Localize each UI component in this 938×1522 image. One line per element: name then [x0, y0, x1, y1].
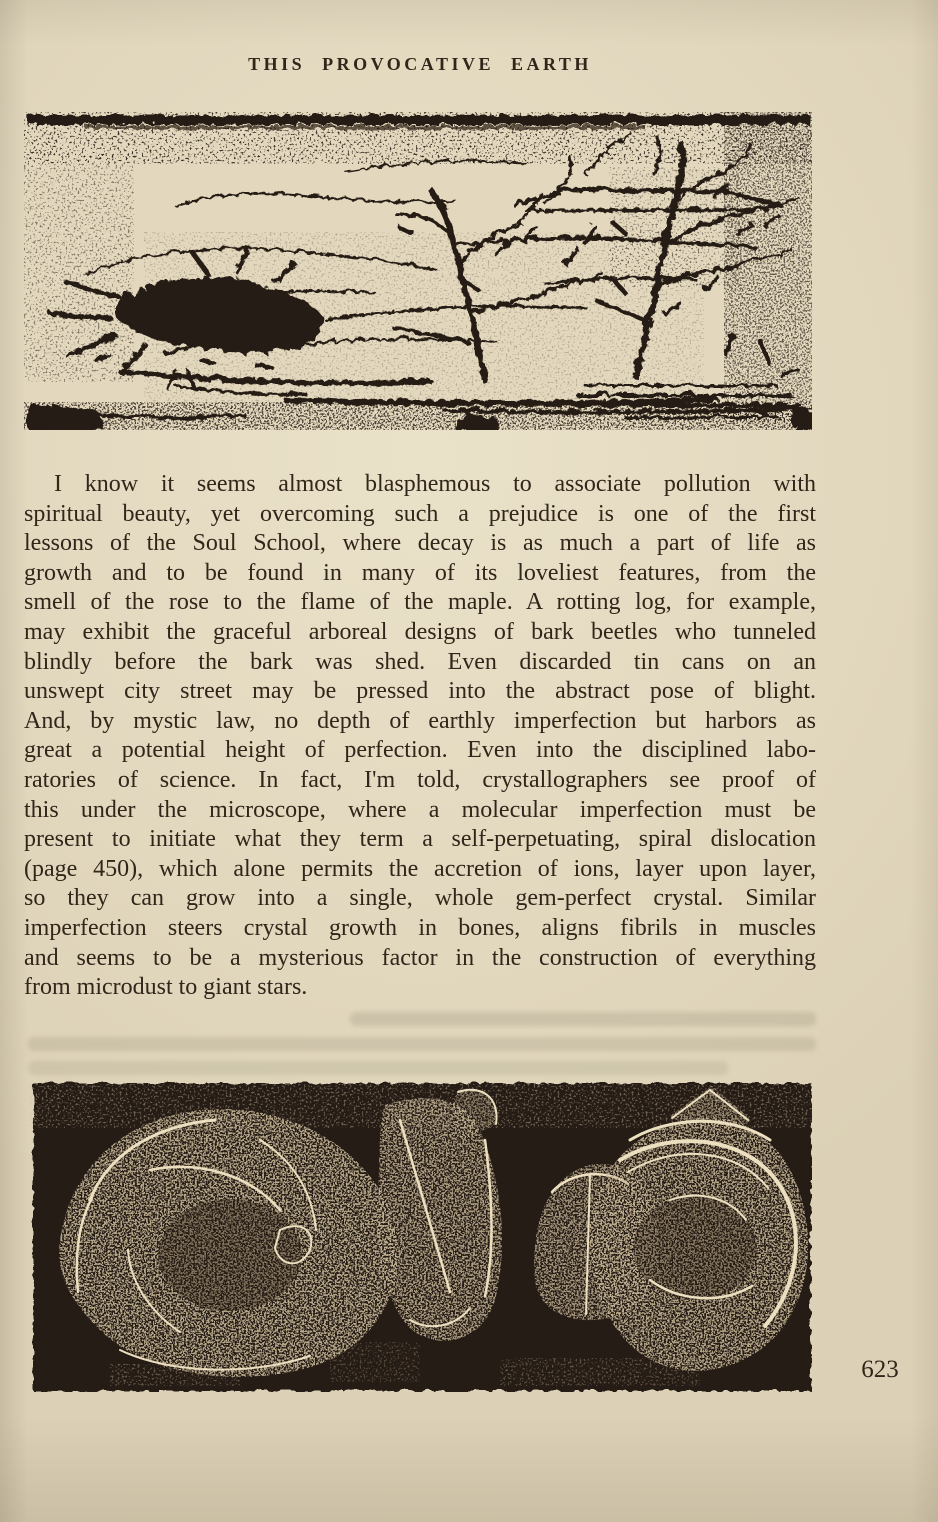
text-line: and seems to be a mysterious factor in the construction of everything: [24, 944, 816, 971]
text-line: I know it seems almost blasphemous to associate pollution with: [54, 471, 816, 497]
bleed-through-line: [28, 1061, 728, 1075]
page-number: 623: [861, 1356, 899, 1383]
text-line: blindly before the bark was shed. Even discarded tin cans on an: [24, 648, 816, 675]
text-line: from microdust to giant stars.: [24, 974, 308, 1001]
body-paragraph: [24, 470, 816, 1003]
can-center-left: [378, 1089, 502, 1341]
text-line: smell of the rose to the flame of the maple. A rotting log, for example,: [24, 589, 816, 616]
text-line: this under the microscope, where a molecular imperfection must be: [24, 796, 816, 823]
driftwood-illustration: [24, 112, 812, 430]
text-line: unswept city street may be pressed into the abstract pose of blight.: [24, 678, 816, 705]
text-line: lessons of the Soul School, where decay is as much a part of life as: [24, 530, 816, 557]
bleed-through-line: [28, 1037, 816, 1051]
text-line: ratories of science. In fact, I'm told, crystallographers see proof of: [24, 766, 816, 793]
text-line: imperfection steers crystal growth in bones, aligns fibrils in muscles: [24, 914, 816, 941]
text-line: may exhibit the graceful arboreal designs of bark beetles who tunneled: [24, 618, 816, 645]
text-line: growth and to be found in many of its loveliest features, from the: [24, 559, 816, 586]
text-line: And, by mystic law, no depth of earthly imperfection but harbors as: [24, 707, 816, 734]
text-line: present to initiate what they term a self-perpetuating, spiral dislocation: [24, 826, 816, 853]
tin-cans-illustration: [30, 1080, 812, 1392]
text-line: great a potential height of perfection. Even into the disciplined labo-: [24, 737, 816, 764]
bleed-through-line: [350, 1012, 816, 1026]
running-head: THIS PROVOCATIVE EARTH: [248, 54, 592, 74]
text-line: (page 450), which alone permits the accretion of ions, layer upon layer,: [24, 855, 816, 882]
text-line: spiritual beauty, yet overcoming such a prejudice is one of the first: [24, 500, 816, 527]
text-line: so they can grow into a single, whole gem-perfect crystal. Similar: [24, 885, 816, 912]
